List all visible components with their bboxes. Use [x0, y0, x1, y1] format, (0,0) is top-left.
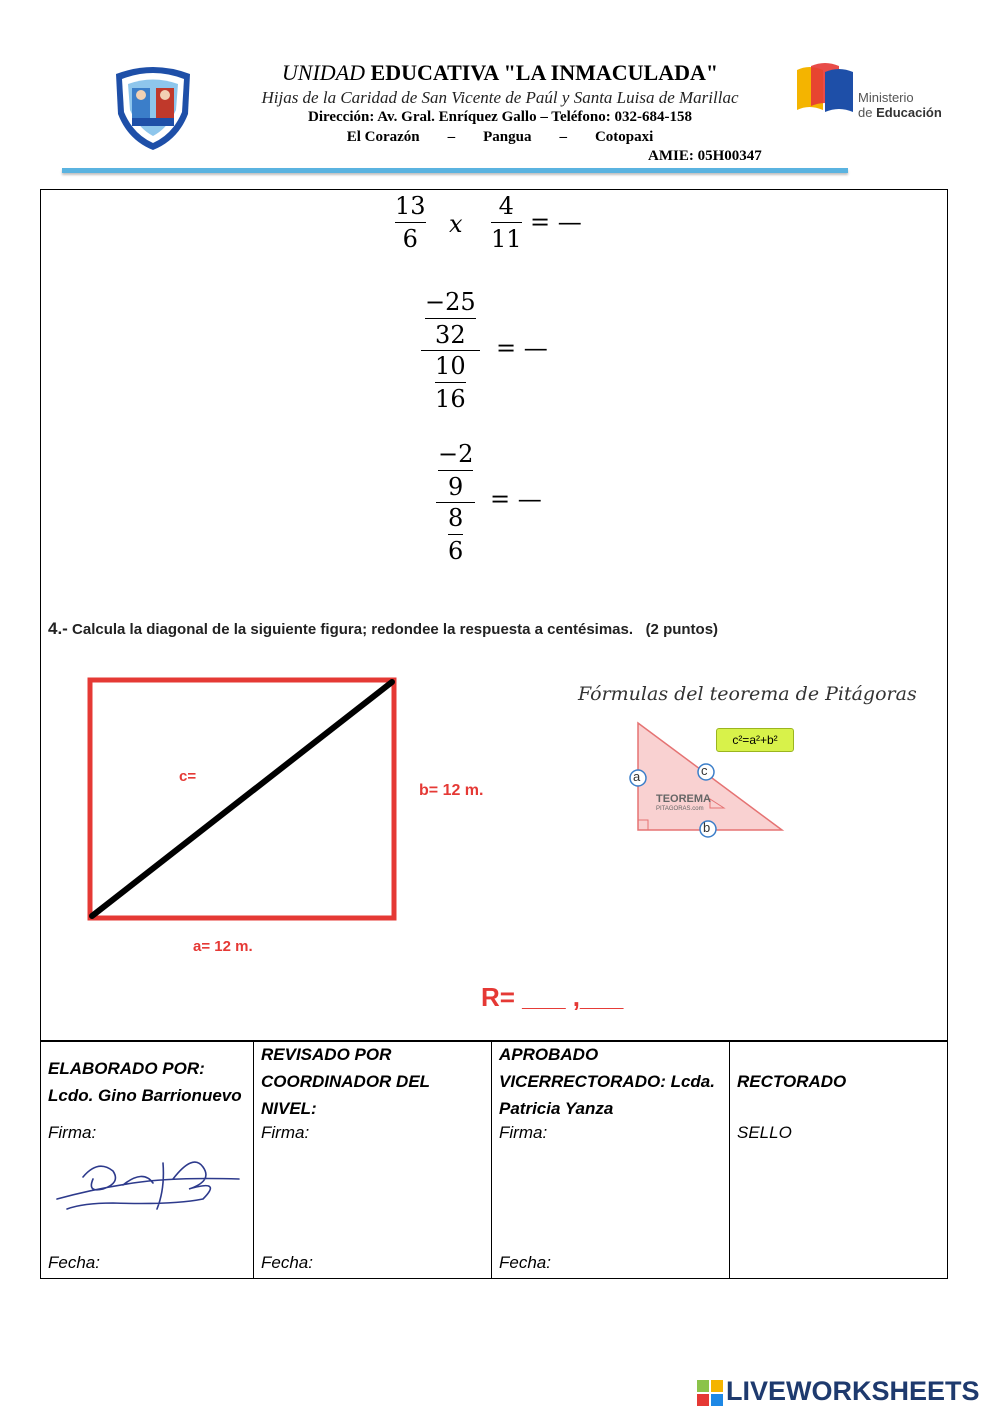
- liveworksheets-brand: LIVEWORKSHEETS: [726, 1376, 980, 1406]
- fraction-bottom-3: $\frac{8}{6}$: [448, 504, 464, 565]
- cell-revisado: [254, 1041, 492, 1279]
- elaborado-name: Lcdo. Gino Barrionuevo: [48, 1086, 242, 1105]
- label-b: b= 12 m.: [419, 782, 484, 799]
- vicerrectorado-label: VICERRECTORADO: Lcda.: [499, 1072, 715, 1091]
- cell-aprobado: [492, 1041, 730, 1279]
- school-subtitle: Hijas de la Caridad de San Vicente de Paúl y Santa Luisa de Marillac: [261, 88, 739, 107]
- aprobado-name: Patricia Yanza: [499, 1099, 614, 1118]
- firma-label: Firma:: [261, 1123, 310, 1142]
- fraction-bottom-2: $\frac{10}{16}$: [435, 352, 466, 413]
- nivel-label: NIVEL:: [261, 1099, 317, 1118]
- pythagoras-title: Fórmulas del teorema de Pitágoras: [578, 683, 917, 705]
- square-figure: [86, 676, 400, 924]
- fraction-top-2: $\frac{-25}{32}$: [425, 288, 476, 349]
- ministry-logo-icon: [795, 62, 857, 120]
- complex-fraction-3: [438, 440, 473, 565]
- revisado-label: REVISADO POR: [261, 1045, 392, 1064]
- question-4-text: 4.- Calcula la diagonal de la siguiente figura; redondee la respuesta a centésimas. (2 puntos): [48, 619, 719, 638]
- elaborado-label: ELABORADO POR:: [48, 1059, 205, 1078]
- label-c: c=: [179, 768, 197, 785]
- answer-line[interactable]: R= ___ ,___: [481, 982, 624, 1012]
- side-b-label: b: [703, 820, 711, 835]
- fraction-13-6: 13 6: [395, 192, 426, 253]
- handwritten-signature: [53, 1149, 248, 1219]
- fraction-4-11: 4 11: [491, 192, 522, 253]
- sello-label: SELLO: [737, 1123, 792, 1142]
- coordinador-label: COORDINADOR DEL: [261, 1072, 431, 1091]
- cell-rectorado: [730, 1041, 948, 1279]
- label-a: a= 12 m.: [193, 938, 253, 955]
- firma-label: Firma:: [499, 1123, 548, 1142]
- signature-table: [40, 1040, 948, 1279]
- multiply-operator: x: [449, 210, 463, 238]
- side-a-label: a: [633, 769, 641, 784]
- complex-fraction-2: [425, 288, 476, 413]
- answer-blank-1[interactable]: = —: [530, 208, 582, 236]
- ministry-text: Ministerio de Educación: [858, 90, 942, 120]
- pythagoras-watermark: TEOREMA PITAGORAS.com: [656, 793, 711, 812]
- fecha-label: Fecha:: [48, 1253, 100, 1272]
- fecha-label: Fecha:: [499, 1253, 551, 1272]
- fraction-top-3: $\frac{-2}{9}$: [438, 440, 474, 501]
- fecha-label: Fecha:: [261, 1253, 313, 1272]
- school-address: Dirección: Av. Gral. Enríquez Gallo – Teléfono: 032-684-158: [307, 109, 692, 125]
- side-c-label: c: [701, 763, 708, 778]
- liveworksheets-logo-icon: [697, 1380, 723, 1406]
- school-name: UNIDAD EDUCATIVA "LA INMACULADA": [281, 60, 719, 85]
- answer-blank-2[interactable]: = —: [496, 334, 548, 362]
- header-divider: [62, 168, 848, 173]
- rectorado-label: RECTORADO: [737, 1072, 847, 1091]
- firma-label: Firma:: [48, 1123, 97, 1142]
- cell-elaborado: [41, 1041, 254, 1279]
- answer-blank-3[interactable]: = —: [490, 485, 542, 513]
- school-location: El Corazón – Pangua – Cotopaxi: [346, 129, 654, 145]
- amie-code: AMIE: 05H00347: [648, 148, 762, 164]
- pythagoras-formula-box: c²=a²+b²: [716, 728, 794, 752]
- aprobado-label: APROBADO: [499, 1045, 599, 1064]
